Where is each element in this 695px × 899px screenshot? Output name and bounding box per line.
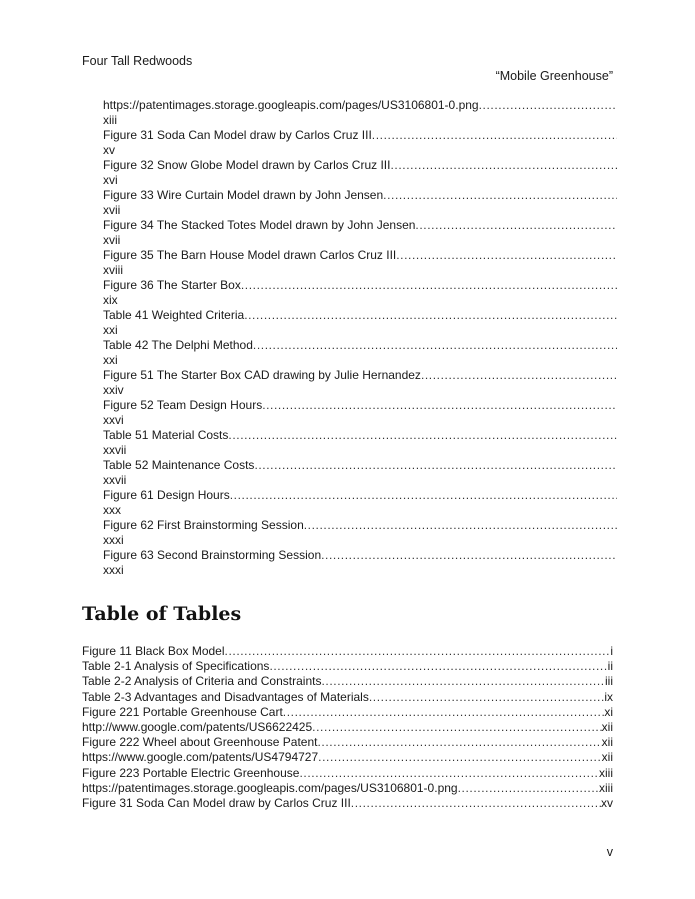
table-entry[interactable] bbox=[82, 659, 613, 674]
toc-entry-title: Figure 61 Design Hours bbox=[103, 488, 230, 502]
table-entry-title: Figure 31 Soda Can Model draw by Carlos Cruz III bbox=[82, 796, 351, 811]
table-entry[interactable] bbox=[82, 644, 613, 659]
dot-leader bbox=[321, 548, 617, 563]
dot-leader bbox=[241, 278, 617, 293]
toc-entry-title: Figure 36 The Starter Box bbox=[103, 278, 241, 292]
table-entry-title: Table 2-3 Advantages and Disadvantages of Materials bbox=[82, 689, 369, 704]
dot-leader bbox=[244, 308, 617, 323]
dot-leader bbox=[383, 188, 617, 203]
toc-entry-line bbox=[103, 98, 617, 113]
toc-entry-page: xix bbox=[103, 293, 118, 307]
toc-entry-page: xiii bbox=[103, 113, 117, 127]
toc-entry-page: xxiv bbox=[103, 383, 124, 397]
dot-leader bbox=[321, 674, 605, 689]
toc-entry-page: xvi bbox=[103, 173, 118, 187]
toc-entry-page: xxvii bbox=[103, 473, 127, 487]
toc-entry[interactable] bbox=[103, 128, 617, 158]
table-entry-page: ix bbox=[604, 689, 613, 704]
table-entry[interactable] bbox=[82, 796, 613, 811]
dot-leader bbox=[318, 735, 602, 750]
table-entry[interactable] bbox=[82, 766, 613, 781]
toc-entry[interactable] bbox=[103, 428, 617, 458]
dot-leader bbox=[304, 518, 617, 533]
toc-entry-line bbox=[103, 308, 617, 323]
toc-entry-page: xxx bbox=[103, 503, 121, 517]
dot-leader bbox=[421, 368, 617, 383]
toc-entry-title: Table 41 Weighted Criteria bbox=[103, 308, 245, 322]
table-entry-title: https://www.google.com/patents/US4794727 bbox=[82, 750, 319, 765]
toc-entry-line bbox=[103, 218, 617, 233]
toc-entry[interactable] bbox=[103, 188, 617, 218]
dot-leader bbox=[390, 158, 617, 173]
table-entry-title: Figure 11 Black Box Model bbox=[82, 644, 225, 658]
dot-leader bbox=[283, 705, 605, 720]
table-entry[interactable] bbox=[82, 781, 613, 796]
table-entry[interactable] bbox=[82, 690, 613, 705]
table-entry-title: https://patentimages.storage.googleapis.com/pages/US3106801-0.png bbox=[82, 780, 458, 795]
toc-entry[interactable] bbox=[103, 308, 617, 338]
toc-entry[interactable] bbox=[103, 488, 617, 518]
table-entry-title: http://www.google.com/patents/US6622425 bbox=[82, 720, 313, 735]
table-entry-title: Table 2-1 Analysis of Specifications bbox=[82, 659, 270, 674]
toc-entry-title: Figure 52 Team Design Hours bbox=[103, 398, 263, 412]
dot-leader bbox=[269, 659, 607, 674]
toc-entry-title: Figure 51 The Starter Box CAD drawing by Julie Hernandez bbox=[103, 368, 421, 382]
dot-leader bbox=[479, 98, 617, 113]
toc-entry-page: xxvi bbox=[103, 413, 124, 427]
dot-leader bbox=[262, 398, 617, 413]
table-entry[interactable] bbox=[82, 674, 613, 689]
toc-entry[interactable] bbox=[103, 248, 617, 278]
toc-entry-line bbox=[103, 338, 617, 353]
table-entry[interactable] bbox=[82, 720, 613, 735]
toc-entry[interactable] bbox=[103, 218, 617, 248]
header-right: “Mobile Greenhouse” bbox=[495, 69, 613, 83]
toc-entry-title: Figure 31 Soda Can Model draw by Carlos Cruz III bbox=[103, 128, 372, 142]
table-entry-page: xii bbox=[601, 735, 613, 750]
toc-entry-line bbox=[103, 548, 617, 563]
toc-entry-title: Table 51 Material Costs bbox=[103, 428, 229, 442]
toc-entry-title: Figure 63 Second Brainstorming Session bbox=[103, 548, 322, 562]
toc-entry-page: xvii bbox=[103, 233, 121, 247]
toc-entry-title: Figure 62 First Brainstorming Session bbox=[103, 518, 304, 532]
dot-leader bbox=[253, 338, 617, 353]
dot-leader bbox=[254, 458, 617, 473]
toc-entry-line bbox=[103, 128, 617, 143]
toc-entry-title: https://patentimages.storage.googleapis.com/pages/US3106801-0.png bbox=[103, 98, 479, 112]
page-number: v bbox=[606, 845, 613, 859]
table-entry-page: xiii bbox=[599, 765, 613, 780]
header-left: Four Tall Redwoods bbox=[82, 54, 193, 68]
toc-entry[interactable] bbox=[103, 458, 617, 488]
table-of-tables-list bbox=[82, 644, 613, 811]
toc-entry[interactable] bbox=[103, 368, 617, 398]
dot-leader bbox=[396, 248, 617, 263]
dot-leader bbox=[312, 720, 602, 735]
toc-entry[interactable] bbox=[103, 338, 617, 368]
toc-entry-title: Figure 35 The Barn House Model drawn Carlos Cruz III bbox=[103, 248, 397, 262]
table-entry-page: xii bbox=[601, 750, 613, 765]
toc-entry-line bbox=[103, 428, 617, 443]
toc-entry-page: xv bbox=[103, 143, 115, 157]
dot-leader bbox=[369, 690, 604, 705]
toc-entry-page: xxvii bbox=[103, 443, 127, 457]
table-entry-title: Table 2-2 Analysis of Criteria and Constraints bbox=[82, 674, 322, 689]
toc-entry-line bbox=[103, 518, 617, 533]
toc-entry-line bbox=[103, 398, 617, 413]
table-entry-title: Figure 222 Wheel about Greenhouse Patent bbox=[82, 735, 318, 750]
section-title: Table of Tables bbox=[82, 603, 242, 625]
toc-entry-line bbox=[103, 248, 617, 263]
toc-entry[interactable] bbox=[103, 398, 617, 428]
table-entry-page: xi bbox=[604, 704, 613, 719]
toc-entry-page: xvii bbox=[103, 203, 121, 217]
table-entry-page: xiii bbox=[599, 780, 613, 795]
dot-leader bbox=[415, 218, 617, 233]
toc-entry-line bbox=[103, 368, 617, 383]
toc-entry[interactable] bbox=[103, 98, 617, 128]
toc-entry-page: xxxi bbox=[103, 533, 124, 547]
toc-entry-line bbox=[103, 188, 617, 203]
dot-leader bbox=[299, 766, 599, 781]
toc-entry-line bbox=[103, 488, 617, 503]
toc-entry-page: xxxi bbox=[103, 563, 124, 577]
table-entry-page: iii bbox=[605, 674, 613, 689]
toc-entry[interactable] bbox=[103, 158, 617, 188]
toc-entry-title: Table 42 The Delphi Method bbox=[103, 338, 253, 352]
dot-leader bbox=[458, 781, 599, 796]
dot-leader bbox=[318, 750, 602, 765]
toc-entry-line bbox=[103, 158, 617, 173]
dot-leader bbox=[351, 796, 601, 811]
toc-entry-line bbox=[103, 278, 617, 293]
dot-leader bbox=[230, 488, 617, 503]
toc-entry-page: xxi bbox=[103, 353, 118, 367]
toc-entry[interactable] bbox=[103, 278, 617, 308]
table-entry[interactable] bbox=[82, 735, 613, 750]
table-entry[interactable] bbox=[82, 705, 613, 720]
table-entry-page: ii bbox=[607, 659, 613, 674]
toc-entry[interactable] bbox=[103, 518, 617, 548]
table-entry-title: Figure 221 Portable Greenhouse Cart bbox=[82, 704, 283, 719]
toc-entry-title: Figure 32 Snow Globe Model drawn by Carlos Cruz III bbox=[103, 158, 391, 172]
table-entry-page: xv bbox=[601, 796, 613, 811]
toc-entry-title: Table 52 Maintenance Costs bbox=[103, 458, 255, 472]
toc-entry-line bbox=[103, 458, 617, 473]
toc-entry-page: xxi bbox=[103, 323, 118, 337]
table-entry-page: i bbox=[610, 644, 613, 658]
table-entry-page: xii bbox=[601, 720, 613, 735]
table-entry[interactable] bbox=[82, 750, 613, 765]
table-entry-title: Figure 223 Portable Electric Greenhouse bbox=[82, 765, 300, 780]
dot-leader bbox=[228, 428, 617, 443]
toc-entry-title: Figure 34 The Stacked Totes Model drawn by John Jensen bbox=[103, 218, 416, 232]
toc-entry-page: xviii bbox=[103, 263, 123, 277]
toc-entry-title: Figure 33 Wire Curtain Model drawn by John Jensen bbox=[103, 188, 384, 202]
dot-leader bbox=[225, 644, 611, 659]
dot-leader bbox=[372, 128, 617, 143]
figure-list-continued bbox=[103, 98, 617, 578]
toc-entry[interactable] bbox=[103, 548, 617, 578]
